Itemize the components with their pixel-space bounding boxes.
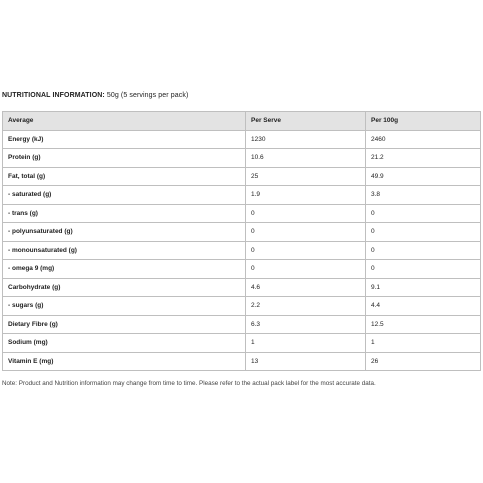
row-label: Carbohydrate (g) xyxy=(3,278,246,297)
table-header-row xyxy=(3,112,481,131)
row-label: Dietary Fibre (g) xyxy=(3,315,246,334)
header-average: Average xyxy=(3,112,246,131)
nutrition-table xyxy=(2,111,481,371)
per-serve-value: 1.9 xyxy=(246,186,366,205)
per-serve-value: 25 xyxy=(246,167,366,186)
nutrition-title: NUTRITIONAL INFORMATION: xyxy=(2,92,105,99)
per-100g-value: 3.8 xyxy=(366,186,481,205)
row-label: - trans (g) xyxy=(3,204,246,223)
row-label: Protein (g) xyxy=(3,149,246,168)
per-serve-value: 0 xyxy=(246,223,366,242)
per-serve-value: 2.2 xyxy=(246,297,366,316)
per-serve-value: 0 xyxy=(246,204,366,223)
row-label: - polyunsaturated (g) xyxy=(3,223,246,242)
row-label: Energy (kJ) xyxy=(3,130,246,149)
row-label: - sugars (g) xyxy=(3,297,246,316)
table-row xyxy=(3,149,481,168)
per-100g-value: 0 xyxy=(366,223,481,242)
row-label: Vitamin E (mg) xyxy=(3,352,246,371)
row-label: - saturated (g) xyxy=(3,186,246,205)
header-per-serve: Per Serve xyxy=(246,112,366,131)
per-serve-value: 0 xyxy=(246,260,366,279)
row-label: - omega 9 (mg) xyxy=(3,260,246,279)
row-label: Fat, total (g) xyxy=(3,167,246,186)
table-row xyxy=(3,241,481,260)
row-label: - monounsaturated (g) xyxy=(3,241,246,260)
per-serve-value: 6.3 xyxy=(246,315,366,334)
per-100g-value: 49.9 xyxy=(366,167,481,186)
serving-info: 50g (5 servings per pack) xyxy=(104,92,189,99)
per-100g-value: 2460 xyxy=(366,130,481,149)
per-serve-value: 0 xyxy=(246,241,366,260)
per-serve-value: 10.6 xyxy=(246,149,366,168)
table-row xyxy=(3,186,481,205)
table-row xyxy=(3,278,481,297)
row-label: Sodium (mg) xyxy=(3,334,246,353)
table-row xyxy=(3,315,481,334)
table-row xyxy=(3,260,481,279)
per-100g-value: 0 xyxy=(366,241,481,260)
per-100g-value: 4.4 xyxy=(366,297,481,316)
per-100g-value: 0 xyxy=(366,204,481,223)
nutrition-heading xyxy=(2,92,188,99)
header-per-100g: Per 100g xyxy=(366,112,481,131)
table-row xyxy=(3,204,481,223)
table-row xyxy=(3,352,481,371)
per-serve-value: 13 xyxy=(246,352,366,371)
per-100g-value: 9.1 xyxy=(366,278,481,297)
per-serve-value: 1 xyxy=(246,334,366,353)
per-serve-value: 4.6 xyxy=(246,278,366,297)
per-100g-value: 12.5 xyxy=(366,315,481,334)
table-row xyxy=(3,130,481,149)
per-100g-value: 0 xyxy=(366,260,481,279)
table-row xyxy=(3,334,481,353)
table-row xyxy=(3,167,481,186)
per-100g-value: 26 xyxy=(366,352,481,371)
per-100g-value: 21.2 xyxy=(366,149,481,168)
table-row xyxy=(3,297,481,316)
table-row xyxy=(3,223,481,242)
per-100g-value: 1 xyxy=(366,334,481,353)
disclaimer-note: Note: Product and Nutrition information may change from time to time. Please refer to the actual pack label for the most accurate data. xyxy=(2,380,376,387)
per-serve-value: 1230 xyxy=(246,130,366,149)
